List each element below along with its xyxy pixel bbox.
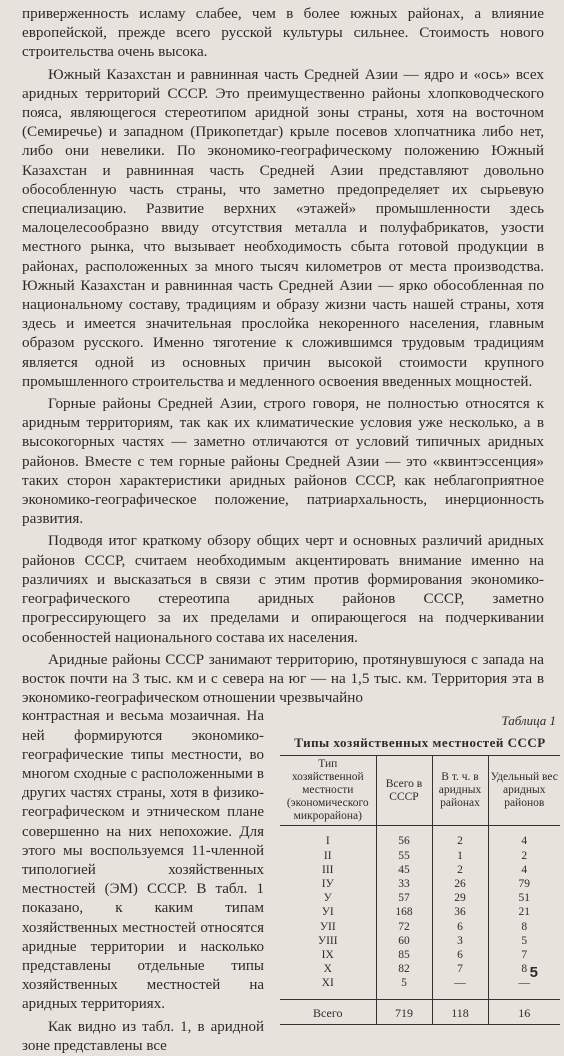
table-row [280, 849, 560, 863]
cell-share: — [488, 976, 560, 999]
cell-type: X [323, 963, 332, 976]
table-row [280, 934, 560, 948]
cell-share: 5 [488, 934, 560, 948]
paragraph-4: Подводя итог краткому обзору общих черт и основных различий аридных районов СССР, считаем необходимым акцентировать внимание именно на различиях и высказаться в связи с этим против формирования экономико-географического стереотипа аридных районов СССР, заметно прогрессирующего за их пределами и опирающегося на подчеркивании особенностей национального состава их населения. [22, 532, 544, 646]
cell-total: 56 [376, 826, 432, 849]
table-row [280, 976, 560, 999]
cell-type: IX [321, 948, 334, 961]
table-row [280, 948, 560, 962]
cell-total: 55 [376, 849, 432, 863]
cell-arid: 2 [432, 863, 488, 877]
table-row [280, 891, 560, 905]
table-number: Таблица 1 [501, 713, 556, 729]
cell-total: 45 [376, 863, 432, 877]
two-column-section [22, 707, 558, 1054]
paragraph-5: Аридные районы СССР занимают территорию, протянувшуюся с запада на восток почти на 3 тыс. км и с севера на юг — на 1,5 тыс. км. Территория эта в экономико-географическом отношении чрезвычайно [22, 650, 544, 707]
total-ussr: 719 [376, 999, 432, 1024]
economic-areas-table [280, 755, 560, 1024]
cell-share: 7 [488, 948, 560, 962]
cell-type: I [325, 835, 330, 848]
cell-total: 57 [376, 891, 432, 905]
cell-arid: 26 [432, 877, 488, 891]
cell-arid: — [432, 976, 488, 999]
page-number: 5 [529, 964, 538, 981]
paragraph-1: приверженность исламу слабее, чем в более южных районах, а влияние европейской, прежде всего русской культуры сильнее. Стоимость нового строительства очень высока. [22, 5, 544, 61]
header-total-ussr: Всего в СССР [376, 756, 432, 826]
table-row [280, 826, 560, 849]
cell-share: 51 [488, 891, 560, 905]
cell-type: II [323, 849, 332, 862]
cell-share: 8 [488, 920, 560, 934]
cell-total: 33 [376, 877, 432, 891]
cell-arid: 6 [432, 920, 488, 934]
cell-total: 168 [376, 905, 432, 919]
table-row [280, 863, 560, 877]
cell-type: УII [319, 920, 336, 933]
cell-type: УI [321, 906, 334, 919]
left-column-paragraph-1: контрастная и весьма мозаичная. На ней формируются экономико-географические типы местности, во многом сходные с расположенными в других частях страны, хотя в физико-географическом и этническом плане совершенно на них непохожие. Для этого мы воспользуемся 11-членной типологией хозяйственных местностей (ЭМ) СССР. В табл. 1 показано, к каким типам хозяйственных местностей относятся аридные территории и насколько представлены отдельные типы хозяйственных местностей на аридных территориях. [22, 708, 264, 1013]
left-column-paragraph-2: Как видно из табл. 1, в аридной зоне представлены все [22, 1018, 264, 1054]
cell-share: 21 [488, 905, 560, 919]
left-column [22, 707, 264, 1056]
cell-type: УIII [317, 934, 338, 947]
cell-arid: 2 [432, 826, 488, 849]
cell-arid: 7 [432, 962, 488, 976]
cell-share: 2 [488, 849, 560, 863]
table-row [280, 877, 560, 891]
header-area-type: Тип хозяйственной местности (экономического микрорайона) [280, 756, 376, 826]
cell-total: 85 [376, 948, 432, 962]
table-row [280, 920, 560, 934]
total-share: 16 [488, 999, 560, 1024]
cell-share: 79 [488, 877, 560, 891]
cell-arid: 1 [432, 849, 488, 863]
total-arid: 118 [432, 999, 488, 1024]
cell-type: III [322, 863, 334, 876]
cell-total: 5 [376, 976, 432, 999]
table-block [280, 713, 560, 1024]
table-header-row [280, 756, 560, 826]
cell-share: 8 [488, 962, 560, 976]
paragraph-3: Горные районы Средней Азии, строго говоря, не полностью относятся к аридным территориям, так как их климатические условия уже несколько, а в высокогорных частях — заметно отличаются от условий типичных аридных районов. Вместе с тем горные районы Средней Азии — это «квинтэссенция» таких сторон характеристики аридных районов СССР, как неблагоприятное экономико-географическое положение, патриархальность, инерционность развития. [22, 395, 544, 528]
cell-share: 4 [488, 826, 560, 849]
cell-type: У [323, 892, 332, 905]
cell-total: 72 [376, 920, 432, 934]
table-row [280, 905, 560, 919]
cell-total: 60 [376, 934, 432, 948]
header-arid-share: Удельный вес аридных районов [488, 756, 560, 826]
header-arid-count: В т. ч. в аридных районах [432, 756, 488, 826]
total-label: Всего [280, 999, 376, 1024]
cell-arid: 6 [432, 948, 488, 962]
cell-arid: 29 [432, 891, 488, 905]
table-title: Типы хозяйственных местностей СССР [294, 735, 546, 751]
cell-total: 82 [376, 962, 432, 976]
cell-arid: 36 [432, 905, 488, 919]
cell-type: IУ [321, 877, 334, 890]
table-total-row [280, 999, 560, 1024]
table-row [280, 962, 560, 976]
cell-type: XI [321, 977, 334, 990]
cell-share: 4 [488, 863, 560, 877]
paragraph-2: Южный Казахстан и равнинная часть Средней Азии — ядро и «ось» всех аридных территорий СССР. Это преимущественно районы хлопководческого пояса, являющегося стереотипом аридной зоны страны, хотя на восточном (Семиречье) и западном (Прикопетдаг) крыле посевов хлопчатника либо нет, либо они невелики. По экономико-географическому положению Южный Казахстан и равнинная часть Средней Азии представляют довольно обособленную часть страны, что заметно предопределяет их сырьевую специализацию. Развитие верхних «этажей» промышленности здесь малоцелесообразно ввиду отсутствия металла и полуфабрикатов, узости местного рынка, что вызывает необходимость сбыта готовой продукции в районах, расположенных за много тысяч километров от места производства. Южный Казахстан и равнинная часть Средней Азии — ярко обособленная по национальному составу, традициям и образу жизни часть нашей страны, хотя здесь и имеется значительная прослойка некоренного населения, главным образом русского. Именно тяготение к сложившимся трудовым традициям является одной из основных причин высокой стоимости крупного промышленного строительства и медленного освоения введенных мощностей. [22, 65, 544, 390]
cell-arid: 3 [432, 934, 488, 948]
